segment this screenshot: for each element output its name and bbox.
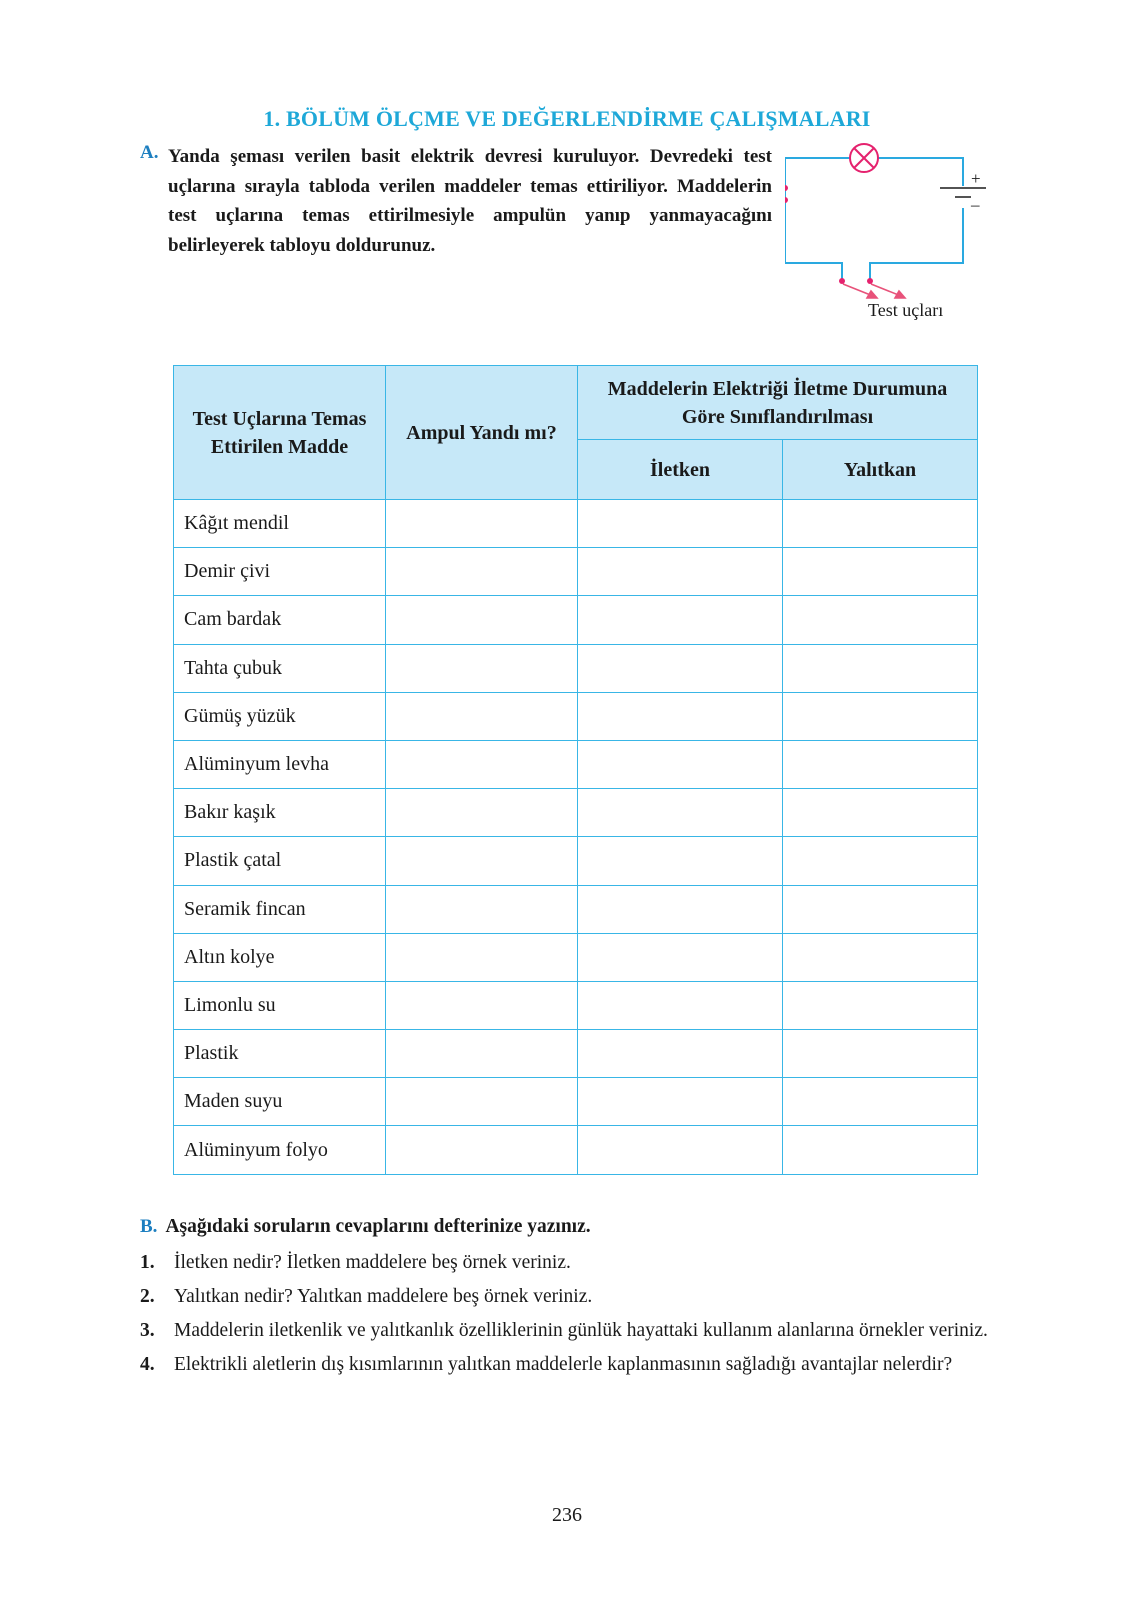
material-cell: Altın kolye — [174, 933, 386, 981]
header-insulator: Yalıtkan — [783, 440, 978, 500]
material-cell: Plastik — [174, 1030, 386, 1078]
insulator-answer-cell[interactable] — [783, 1126, 978, 1174]
insulator-answer-cell[interactable] — [783, 548, 978, 596]
conductor-answer-cell[interactable] — [578, 740, 783, 788]
table-row — [174, 933, 978, 981]
lamp-answer-cell[interactable] — [386, 500, 578, 548]
insulator-answer-cell[interactable] — [783, 933, 978, 981]
material-cell: Alüminyum levha — [174, 740, 386, 788]
question-item — [140, 1248, 1020, 1277]
section-b — [140, 1216, 1020, 1384]
table-row — [174, 789, 978, 837]
battery-minus-sign: – — [971, 195, 980, 214]
insulator-answer-cell[interactable] — [783, 789, 978, 837]
insulator-answer-cell[interactable] — [783, 740, 978, 788]
circuit-wire-top-right — [878, 158, 963, 186]
question-text: Maddelerin iletkenlik ve yalıtkanlık özelliklerinin günlük hayattaki kullanım alanlarına örnekler veriniz. — [174, 1320, 988, 1341]
lamp-icon — [850, 144, 878, 172]
insulator-answer-cell[interactable] — [783, 885, 978, 933]
lamp-answer-cell[interactable] — [386, 692, 578, 740]
lamp-answer-cell[interactable] — [386, 837, 578, 885]
conductor-answer-cell[interactable] — [578, 500, 783, 548]
conductor-answer-cell[interactable] — [578, 692, 783, 740]
question-list — [140, 1248, 1020, 1379]
insulator-answer-cell[interactable] — [783, 981, 978, 1029]
conductor-answer-cell[interactable] — [578, 596, 783, 644]
question-item — [140, 1282, 1020, 1311]
question-text: İletken nedir? İletken maddelere beş örnek veriniz. — [174, 1252, 571, 1273]
material-cell: Bakır kaşık — [174, 789, 386, 837]
header-lamp-lit: Ampul Yandı mı? — [386, 366, 578, 500]
switch-contact-upper — [785, 185, 788, 191]
table-row — [174, 500, 978, 548]
lamp-answer-cell[interactable] — [386, 933, 578, 981]
test-leads-label: Test uçları — [868, 300, 944, 320]
header-conductor: İletken — [578, 440, 783, 500]
material-cell: Maden suyu — [174, 1078, 386, 1126]
table-row — [174, 692, 978, 740]
material-cell: Kâğıt mendil — [174, 500, 386, 548]
conductor-answer-cell[interactable] — [578, 789, 783, 837]
material-cell: Alüminyum folyo — [174, 1126, 386, 1174]
lamp-answer-cell[interactable] — [386, 1078, 578, 1126]
circuit-wire-right-lower — [870, 208, 963, 281]
table-row — [174, 1078, 978, 1126]
table-row — [174, 596, 978, 644]
table-row — [174, 1030, 978, 1078]
insulator-answer-cell[interactable] — [783, 1078, 978, 1126]
question-item — [140, 1316, 1020, 1345]
conductor-answer-cell[interactable] — [578, 837, 783, 885]
test-probe-tip-right — [867, 278, 873, 284]
insulator-answer-cell[interactable] — [783, 500, 978, 548]
material-cell: Limonlu su — [174, 981, 386, 1029]
page-number: 236 — [552, 1504, 582, 1526]
table-row — [174, 981, 978, 1029]
lamp-answer-cell[interactable] — [386, 789, 578, 837]
conductor-answer-cell[interactable] — [578, 548, 783, 596]
table-body — [174, 500, 978, 1175]
lamp-answer-cell[interactable] — [386, 548, 578, 596]
test-probe-arrows — [843, 284, 905, 298]
table-row — [174, 644, 978, 692]
table-row — [174, 1126, 978, 1174]
materials-table — [173, 365, 978, 1175]
section-a-letter: A. — [140, 142, 159, 163]
insulator-answer-cell[interactable] — [783, 837, 978, 885]
header-classification: Maddelerin Elektriği İletme Durumuna Göre Sınıflandırılması — [578, 366, 978, 440]
lamp-answer-cell[interactable] — [386, 1126, 578, 1174]
lamp-answer-cell[interactable] — [386, 596, 578, 644]
conductor-answer-cell[interactable] — [578, 1030, 783, 1078]
conductor-answer-cell[interactable] — [578, 1078, 783, 1126]
table-row — [174, 548, 978, 596]
test-probe-tip-left — [839, 278, 845, 284]
section-b-heading — [140, 1216, 1020, 1238]
question-number: 3. — [140, 1320, 155, 1341]
table-row — [174, 837, 978, 885]
circuit-wire-bottom-left — [785, 158, 842, 281]
insulator-answer-cell[interactable] — [783, 1030, 978, 1078]
material-cell: Demir çivi — [174, 548, 386, 596]
table-row — [174, 885, 978, 933]
material-cell: Seramik fincan — [174, 885, 386, 933]
conductor-answer-cell[interactable] — [578, 644, 783, 692]
battery-plus-sign: + — [971, 169, 981, 188]
page-title: 1. BÖLÜM ÖLÇME VE DEĞERLENDİRME ÇALIŞMALARI — [263, 106, 871, 131]
material-cell: Gümüş yüzük — [174, 692, 386, 740]
question-number: 4. — [140, 1354, 155, 1375]
conductor-answer-cell[interactable] — [578, 981, 783, 1029]
lamp-answer-cell[interactable] — [386, 1030, 578, 1078]
lamp-answer-cell[interactable] — [386, 981, 578, 1029]
table-row — [174, 740, 978, 788]
question-number: 1. — [140, 1252, 155, 1273]
section-b-letter: B. — [140, 1216, 158, 1237]
switch-contact-lower — [785, 197, 788, 203]
material-cell: Plastik çatal — [174, 837, 386, 885]
conductor-answer-cell[interactable] — [578, 1126, 783, 1174]
lamp-answer-cell[interactable] — [386, 644, 578, 692]
question-text: Yalıtkan nedir? Yalıtkan maddelere beş örnek veriniz. — [174, 1286, 593, 1307]
question-item — [140, 1350, 1020, 1379]
insulator-answer-cell[interactable] — [783, 596, 978, 644]
material-cell: Cam bardak — [174, 596, 386, 644]
insulator-answer-cell[interactable] — [783, 692, 978, 740]
circuit-diagram — [785, 142, 1015, 302]
section-b-heading-text: Aşağıdaki soruların cevaplarını defterinize yazınız. — [165, 1216, 591, 1237]
header-material: Test Uçlarına Temas Ettirilen Madde — [174, 366, 386, 500]
question-text: Elektrikli aletlerin dış kısımlarının yalıtkan maddelerle kaplanmasının sağladığı avantajlar nelerdir? — [174, 1354, 953, 1375]
material-cell: Tahta çubuk — [174, 644, 386, 692]
lamp-answer-cell[interactable] — [386, 740, 578, 788]
lamp-answer-cell[interactable] — [386, 885, 578, 933]
question-number: 2. — [140, 1286, 155, 1307]
conductor-answer-cell[interactable] — [578, 933, 783, 981]
conductor-answer-cell[interactable] — [578, 885, 783, 933]
section-a-instructions: Yanda şeması verilen basit elektrik devresi kuruluyor. Devredeki test uçlarına sırayla tabloda verilen maddeler temas ettiriliyor. Maddelerin test uçlarına temas ettirilmesiyle ampulün yanıp yanmayacağını belirleyerek tabloyu doldurunuz. — [168, 146, 772, 256]
section-a — [140, 142, 772, 260]
insulator-answer-cell[interactable] — [783, 644, 978, 692]
